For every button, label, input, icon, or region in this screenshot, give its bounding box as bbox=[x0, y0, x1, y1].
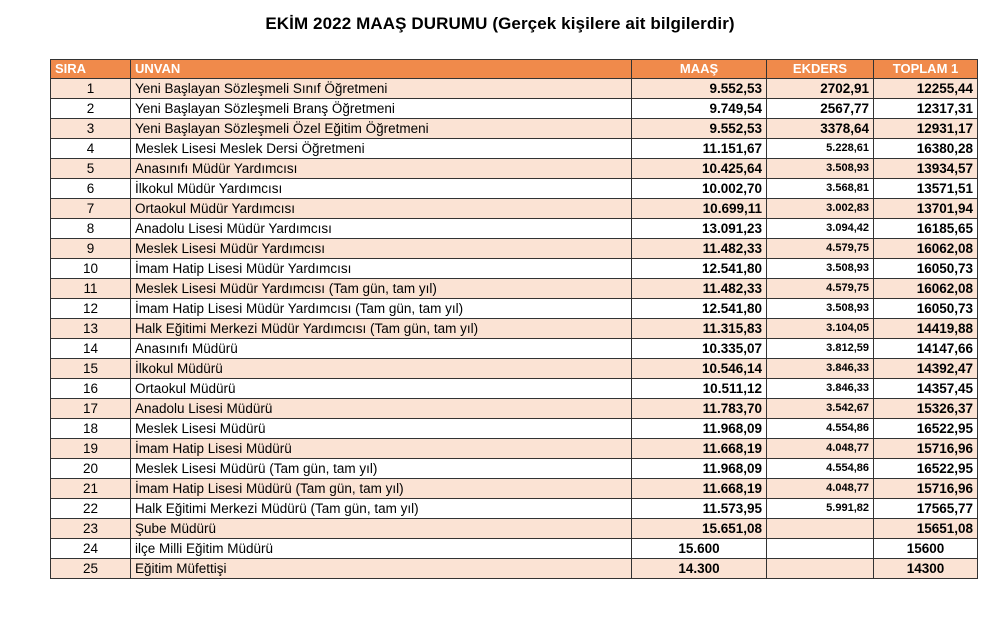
cell-unvan: Halk Eğitimi Merkezi Müdür Yardımcısı (Tam gün, tam yıl) bbox=[131, 319, 632, 339]
table-row bbox=[51, 139, 978, 159]
cell-toplam: 17565,77 bbox=[874, 499, 978, 519]
cell-maas: 9.552,53 bbox=[632, 79, 767, 99]
cell-toplam: 14147,66 bbox=[874, 339, 978, 359]
table-row bbox=[51, 419, 978, 439]
cell-sira: 7 bbox=[51, 199, 131, 219]
cell-unvan: Şube Müdürü bbox=[131, 519, 632, 539]
cell-maas: 10.699,11 bbox=[632, 199, 767, 219]
table-row bbox=[51, 99, 978, 119]
cell-maas: 13.091,23 bbox=[632, 219, 767, 239]
column-header-unvan: UNVAN bbox=[131, 60, 632, 79]
cell-toplam: 16062,08 bbox=[874, 279, 978, 299]
cell-sira: 5 bbox=[51, 159, 131, 179]
cell-maas: 11.968,09 bbox=[632, 419, 767, 439]
cell-toplam: 16062,08 bbox=[874, 239, 978, 259]
cell-toplam: 16185,65 bbox=[874, 219, 978, 239]
cell-unvan: Anadolu Lisesi Müdür Yardımcısı bbox=[131, 219, 632, 239]
table-row bbox=[51, 219, 978, 239]
cell-unvan: Anasınıfı Müdür Yardımcısı bbox=[131, 159, 632, 179]
table-row bbox=[51, 399, 978, 419]
cell-sira: 12 bbox=[51, 299, 131, 319]
salary-table bbox=[50, 59, 978, 579]
cell-ekders: 3.508,93 bbox=[767, 259, 874, 279]
table-row bbox=[51, 519, 978, 539]
table-row bbox=[51, 299, 978, 319]
cell-ekders: 3378,64 bbox=[767, 119, 874, 139]
cell-unvan: Anadolu Lisesi Müdürü bbox=[131, 399, 632, 419]
cell-sira: 4 bbox=[51, 139, 131, 159]
column-header-maas: MAAŞ bbox=[632, 60, 767, 79]
cell-sira: 6 bbox=[51, 179, 131, 199]
cell-ekders: 4.048,77 bbox=[767, 439, 874, 459]
cell-toplam: 14419,88 bbox=[874, 319, 978, 339]
cell-maas: 11.783,70 bbox=[632, 399, 767, 419]
cell-sira: 21 bbox=[51, 479, 131, 499]
cell-sira: 13 bbox=[51, 319, 131, 339]
cell-ekders bbox=[767, 539, 874, 559]
cell-sira: 10 bbox=[51, 259, 131, 279]
cell-toplam: 13571,51 bbox=[874, 179, 978, 199]
cell-unvan: İmam Hatip Lisesi Müdür Yardımcısı (Tam gün, tam yıl) bbox=[131, 299, 632, 319]
table-row bbox=[51, 499, 978, 519]
cell-toplam: 15716,96 bbox=[874, 439, 978, 459]
table-row bbox=[51, 459, 978, 479]
cell-unvan: Ortaokul Müdürü bbox=[131, 379, 632, 399]
cell-unvan: Meslek Lisesi Müdürü (Tam gün, tam yıl) bbox=[131, 459, 632, 479]
table-row bbox=[51, 159, 978, 179]
cell-toplam: 12931,17 bbox=[874, 119, 978, 139]
cell-maas: 11.573,95 bbox=[632, 499, 767, 519]
cell-maas: 14.300 bbox=[632, 559, 767, 579]
cell-maas: 11.482,33 bbox=[632, 239, 767, 259]
table-row bbox=[51, 239, 978, 259]
cell-sira: 25 bbox=[51, 559, 131, 579]
cell-unvan: İlkokul Müdür Yardımcısı bbox=[131, 179, 632, 199]
cell-maas: 11.968,09 bbox=[632, 459, 767, 479]
table-row bbox=[51, 259, 978, 279]
table-row bbox=[51, 79, 978, 99]
table-row bbox=[51, 279, 978, 299]
table-body bbox=[51, 79, 978, 579]
cell-sira: 17 bbox=[51, 399, 131, 419]
cell-sira: 3 bbox=[51, 119, 131, 139]
cell-maas: 11.315,83 bbox=[632, 319, 767, 339]
table-row bbox=[51, 199, 978, 219]
cell-toplam: 13934,57 bbox=[874, 159, 978, 179]
table-header-row bbox=[51, 60, 978, 79]
cell-toplam: 14392,47 bbox=[874, 359, 978, 379]
cell-unvan: ilçe Milli Eğitim Müdürü bbox=[131, 539, 632, 559]
cell-toplam: 16522,95 bbox=[874, 419, 978, 439]
table-row bbox=[51, 479, 978, 499]
cell-maas: 10.335,07 bbox=[632, 339, 767, 359]
cell-toplam: 16050,73 bbox=[874, 259, 978, 279]
cell-unvan: Halk Eğitimi Merkezi Müdürü (Tam gün, tam yıl) bbox=[131, 499, 632, 519]
cell-sira: 24 bbox=[51, 539, 131, 559]
cell-ekders: 2567,77 bbox=[767, 99, 874, 119]
cell-unvan: İmam Hatip Lisesi Müdürü bbox=[131, 439, 632, 459]
cell-ekders: 3.104,05 bbox=[767, 319, 874, 339]
cell-ekders: 2702,91 bbox=[767, 79, 874, 99]
cell-maas: 10.546,14 bbox=[632, 359, 767, 379]
table-row bbox=[51, 359, 978, 379]
cell-maas: 15.651,08 bbox=[632, 519, 767, 539]
cell-sira: 20 bbox=[51, 459, 131, 479]
table-row bbox=[51, 439, 978, 459]
cell-unvan: Yeni Başlayan Sözleşmeli Branş Öğretmeni bbox=[131, 99, 632, 119]
cell-ekders: 4.579,75 bbox=[767, 239, 874, 259]
cell-sira: 2 bbox=[51, 99, 131, 119]
cell-sira: 9 bbox=[51, 239, 131, 259]
column-header-toplam: TOPLAM 1 bbox=[874, 60, 978, 79]
cell-ekders bbox=[767, 519, 874, 539]
cell-toplam: 15651,08 bbox=[874, 519, 978, 539]
cell-toplam: 16050,73 bbox=[874, 299, 978, 319]
cell-toplam: 15716,96 bbox=[874, 479, 978, 499]
cell-ekders: 3.508,93 bbox=[767, 159, 874, 179]
cell-ekders: 3.812,59 bbox=[767, 339, 874, 359]
table-row bbox=[51, 119, 978, 139]
cell-unvan: Meslek Lisesi Müdürü bbox=[131, 419, 632, 439]
cell-maas: 9.749,54 bbox=[632, 99, 767, 119]
cell-unvan: Eğitim Müfettişi bbox=[131, 559, 632, 579]
table-row bbox=[51, 559, 978, 579]
cell-sira: 18 bbox=[51, 419, 131, 439]
cell-toplam: 12255,44 bbox=[874, 79, 978, 99]
column-header-sira: SIRA bbox=[51, 60, 131, 79]
cell-ekders: 3.846,33 bbox=[767, 359, 874, 379]
cell-ekders: 5.991,82 bbox=[767, 499, 874, 519]
cell-unvan: İlkokul Müdürü bbox=[131, 359, 632, 379]
cell-unvan: Ortaokul Müdür Yardımcısı bbox=[131, 199, 632, 219]
cell-toplam: 14300 bbox=[874, 559, 978, 579]
cell-unvan: Yeni Başlayan Sözleşmeli Özel Eğitim Öğretmeni bbox=[131, 119, 632, 139]
table-row bbox=[51, 539, 978, 559]
cell-sira: 11 bbox=[51, 279, 131, 299]
cell-ekders: 3.508,93 bbox=[767, 299, 874, 319]
cell-sira: 8 bbox=[51, 219, 131, 239]
cell-ekders: 3.846,33 bbox=[767, 379, 874, 399]
cell-sira: 1 bbox=[51, 79, 131, 99]
cell-ekders: 3.002,83 bbox=[767, 199, 874, 219]
cell-unvan: Meslek Lisesi Müdür Yardımcısı (Tam gün, tam yıl) bbox=[131, 279, 632, 299]
cell-maas: 12.541,80 bbox=[632, 259, 767, 279]
cell-maas: 10.511,12 bbox=[632, 379, 767, 399]
column-header-ekders: EKDERS bbox=[767, 60, 874, 79]
cell-ekders: 3.568,81 bbox=[767, 179, 874, 199]
cell-unvan: İmam Hatip Lisesi Müdürü (Tam gün, tam yıl) bbox=[131, 479, 632, 499]
cell-ekders: 3.542,67 bbox=[767, 399, 874, 419]
cell-sira: 16 bbox=[51, 379, 131, 399]
cell-maas: 11.668,19 bbox=[632, 439, 767, 459]
page-title: EKİM 2022 MAAŞ DURUMU (Gerçek kişilere ait bilgilerdir) bbox=[265, 14, 735, 33]
cell-ekders: 5.228,61 bbox=[767, 139, 874, 159]
cell-unvan: Meslek Lisesi Meslek Dersi Öğretmeni bbox=[131, 139, 632, 159]
cell-unvan: Yeni Başlayan Sözleşmeli Sınıf Öğretmeni bbox=[131, 79, 632, 99]
cell-maas: 15.600 bbox=[632, 539, 767, 559]
table-row bbox=[51, 179, 978, 199]
cell-ekders: 4.554,86 bbox=[767, 459, 874, 479]
cell-ekders: 3.094,42 bbox=[767, 219, 874, 239]
cell-toplam: 14357,45 bbox=[874, 379, 978, 399]
table-row bbox=[51, 379, 978, 399]
cell-maas: 11.668,19 bbox=[632, 479, 767, 499]
cell-ekders: 4.579,75 bbox=[767, 279, 874, 299]
cell-toplam: 13701,94 bbox=[874, 199, 978, 219]
cell-sira: 23 bbox=[51, 519, 131, 539]
cell-ekders: 4.554,86 bbox=[767, 419, 874, 439]
cell-toplam: 12317,31 bbox=[874, 99, 978, 119]
cell-maas: 9.552,53 bbox=[632, 119, 767, 139]
cell-sira: 19 bbox=[51, 439, 131, 459]
cell-unvan: Anasınıfı Müdürü bbox=[131, 339, 632, 359]
cell-toplam: 16380,28 bbox=[874, 139, 978, 159]
cell-toplam: 16522,95 bbox=[874, 459, 978, 479]
cell-sira: 22 bbox=[51, 499, 131, 519]
cell-maas: 11.482,33 bbox=[632, 279, 767, 299]
cell-ekders: 4.048,77 bbox=[767, 479, 874, 499]
cell-ekders bbox=[767, 559, 874, 579]
table-row bbox=[51, 319, 978, 339]
cell-maas: 10.425,64 bbox=[632, 159, 767, 179]
cell-sira: 15 bbox=[51, 359, 131, 379]
cell-sira: 14 bbox=[51, 339, 131, 359]
cell-unvan: Meslek Lisesi Müdür Yardımcısı bbox=[131, 239, 632, 259]
table-row bbox=[51, 339, 978, 359]
cell-maas: 12.541,80 bbox=[632, 299, 767, 319]
cell-maas: 11.151,67 bbox=[632, 139, 767, 159]
cell-unvan: İmam Hatip Lisesi Müdür Yardımcısı bbox=[131, 259, 632, 279]
cell-toplam: 15600 bbox=[874, 539, 978, 559]
cell-maas: 10.002,70 bbox=[632, 179, 767, 199]
cell-toplam: 15326,37 bbox=[874, 399, 978, 419]
